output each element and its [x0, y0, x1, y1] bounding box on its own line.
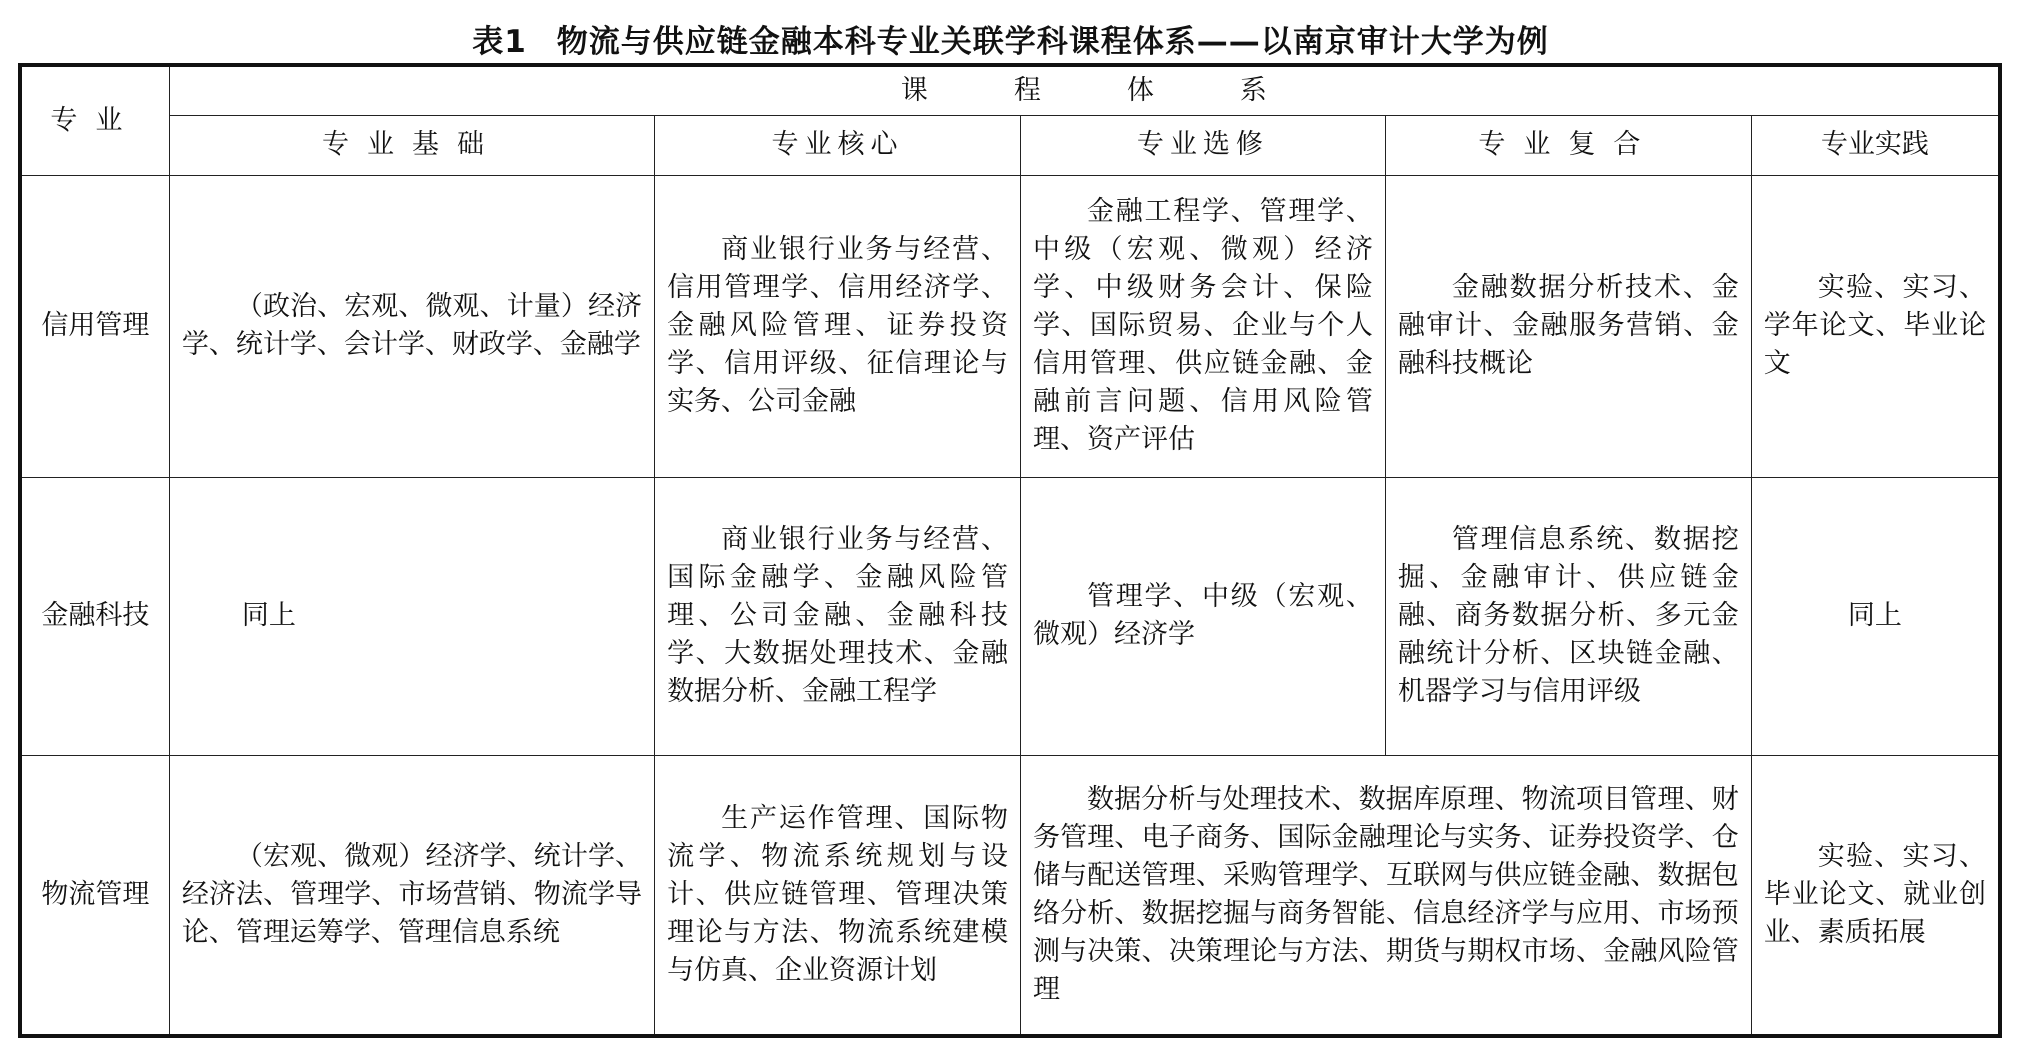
- cell-foundation: （宏观、微观）经济学、统计学、经济法、管理学、市场营销、物流学导论、管理运筹学、管理信息系统: [169, 755, 654, 1036]
- cell-elective-compound: 数据分析与处理技术、数据库原理、物流项目管理、财务管理、电子商务、国际金融理论与实务、证券投资学、仓储与配送管理、采购管理学、互联网与供应链金融、数据包络分析、数据挖掘与商务智能、信息经济学与应用、市场预测与决策、决策理论与方法、期货与期权市场、金融风险管理: [1020, 755, 1751, 1036]
- header-col-practice: 专业实践: [1751, 115, 2000, 175]
- table-row: [20, 755, 2000, 1036]
- header-col-foundation: 专业基础: [169, 115, 654, 175]
- cell-core: 商业银行业务与经营、国际金融学、金融风险管理、公司金融、金融科技学、大数据处理技术、金融数据分析、金融工程学: [655, 477, 1021, 755]
- header-col-core: 专业核心: [655, 115, 1021, 175]
- cell-core: 商业银行业务与经营、信用管理学、信用经济学、金融风险管理、证券投资学、信用评级、征信理论与实务、公司金融: [655, 175, 1021, 477]
- course-system-table: [18, 63, 2002, 1038]
- cell-practice: 实验、实习、学年论文、毕业论文: [1751, 175, 2000, 477]
- cell-compound: 管理信息系统、数据挖掘、金融审计、供应链金融、商务数据分析、多元金融统计分析、区块链金融、机器学习与信用评级: [1385, 477, 1751, 755]
- cell-practice: 同上: [1751, 477, 2000, 755]
- cell-practice: 实验、实习、毕业论文、就业创业、素质拓展: [1751, 755, 2000, 1036]
- cell-core: 生产运作管理、国际物流学、物流系统规划与设计、供应链管理、管理决策理论与方法、物流系统建模与仿真、企业资源计划: [655, 755, 1021, 1036]
- table-caption: 物流与供应链金融本科专业关联学科课程体系——以南京审计大学为例: [556, 24, 1549, 60]
- cell-compound: 金融数据分析技术、金融审计、金融服务营销、金融科技概论: [1385, 175, 1751, 477]
- header-col-elective: 专业选修: [1020, 115, 1385, 175]
- row-major-name: 信用管理: [20, 175, 169, 477]
- cell-elective: 管理学、中级（宏观、微观）经济学: [1020, 477, 1385, 755]
- cell-elective: 金融工程学、管理学、中级（宏观、微观）经济学、中级财务会计、保险学、国际贸易、企业与个人信用管理、供应链金融、金融前言问题、信用风险管理、资产评估: [1020, 175, 1385, 477]
- header-major: 专业: [20, 65, 169, 175]
- row-major-name: 物流管理: [20, 755, 169, 1036]
- header-col-compound: 专业复合: [1385, 115, 1751, 175]
- table-number: 表1: [472, 24, 527, 60]
- table-row: [20, 175, 2000, 477]
- table-row: [20, 477, 2000, 755]
- cell-foundation: （政治、宏观、微观、计量）经济学、统计学、会计学、财政学、金融学: [169, 175, 654, 477]
- cell-foundation: 同上: [169, 477, 654, 755]
- row-major-name: 金融科技: [20, 477, 169, 755]
- header-course-system: 课程体系: [169, 65, 2000, 115]
- table-title: [0, 16, 2021, 61]
